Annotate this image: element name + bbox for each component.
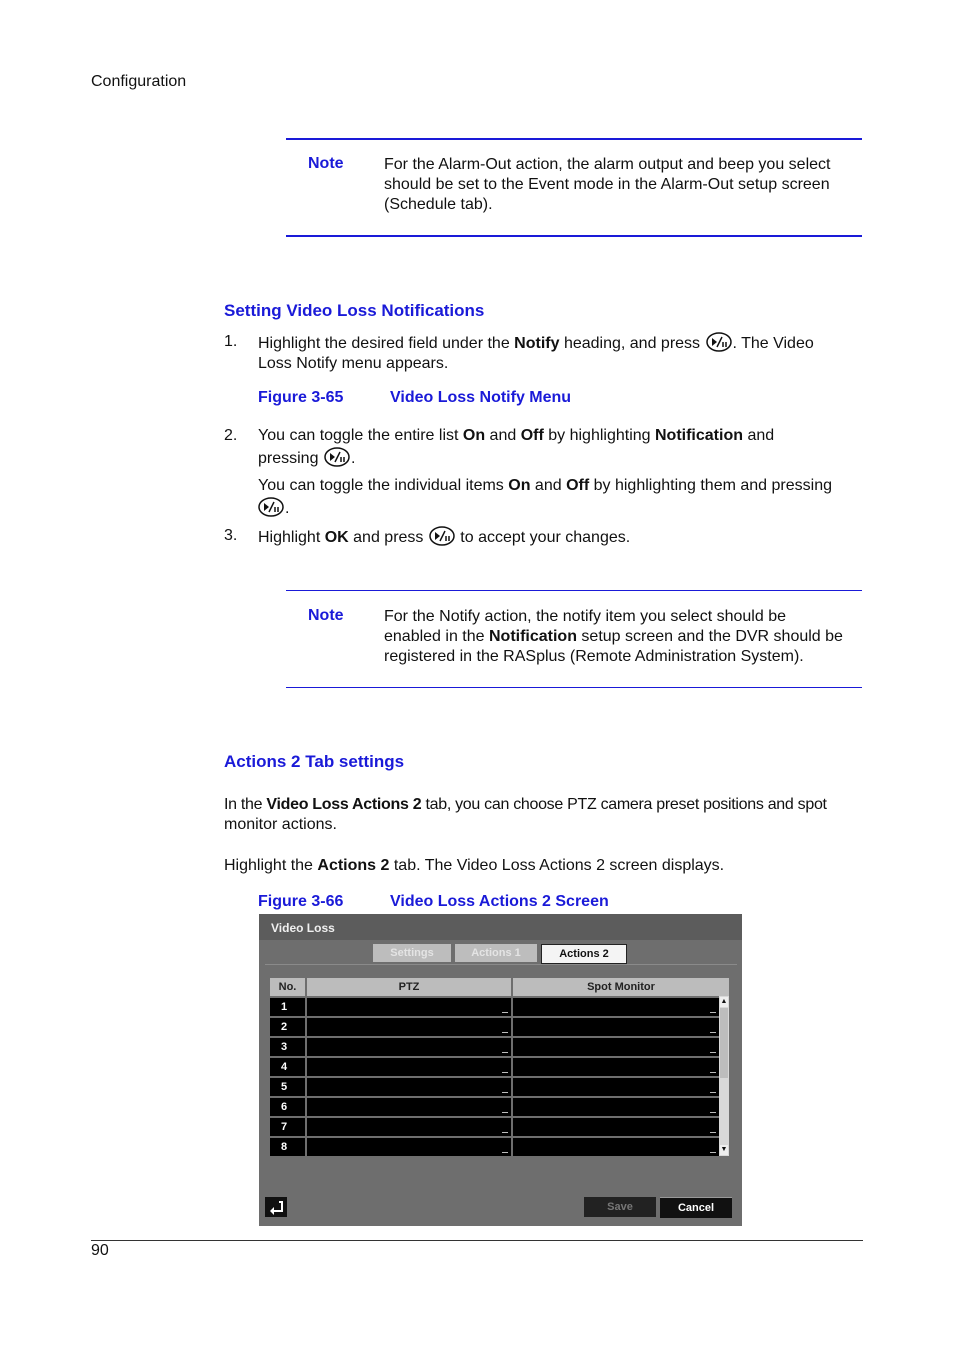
note-top-rule — [286, 138, 862, 140]
save-button[interactable]: Save — [584, 1197, 656, 1217]
column-header-spot-monitor[interactable]: Spot Monitor — [513, 978, 729, 996]
note-body — [384, 155, 862, 215]
para-text: Highlight the — [224, 857, 318, 874]
para-text: tab. The Video Loss Actions 2 screen displays. — [389, 857, 725, 874]
spot-monitor-cell[interactable] — [513, 1138, 719, 1156]
note-line: For the Notify action, the notify item you select should be — [384, 608, 786, 625]
step-text: and — [485, 427, 521, 444]
dropdown-indicator-icon — [710, 1152, 716, 1153]
ptz-cell[interactable] — [307, 1038, 511, 1056]
dropdown-indicator-icon — [710, 1072, 716, 1073]
scroll-up-arrow-icon[interactable]: ▲ — [720, 998, 728, 1005]
step-2-detail — [258, 476, 862, 519]
note-label: Note — [308, 155, 344, 172]
table-row — [270, 1098, 719, 1116]
step-bold: On — [508, 477, 531, 494]
note-line: registered in the RASplus (Remote Administration System). — [384, 648, 804, 665]
step-text: by highlighting — [543, 427, 655, 444]
table-row — [270, 1018, 719, 1036]
step-bold: OK — [324, 529, 349, 546]
table-row — [270, 998, 719, 1016]
step-text: Loss Notify menu appears. — [258, 355, 449, 372]
step-3 — [258, 526, 862, 548]
section-heading: Actions 2 Tab settings — [224, 752, 405, 771]
note-body — [384, 607, 862, 667]
dropdown-indicator-icon — [710, 1112, 716, 1113]
note-label: Note — [308, 607, 344, 624]
step-text: You can toggle the individual items — [258, 477, 509, 494]
dropdown-indicator-icon — [710, 1012, 716, 1013]
dropdown-indicator-icon — [710, 1092, 716, 1093]
step-number: 1. — [224, 333, 238, 350]
enter-button-icon — [324, 447, 350, 467]
step-text: Highlight — [258, 529, 325, 546]
paragraph — [224, 795, 864, 835]
dropdown-indicator-icon — [502, 1092, 508, 1093]
table-row — [270, 1078, 719, 1096]
back-button[interactable] — [265, 1197, 287, 1217]
step-text: . — [285, 500, 290, 517]
scroll-down-arrow-icon[interactable]: ▼ — [720, 1146, 728, 1153]
tab-actions-2[interactable]: Actions 2 — [541, 944, 627, 964]
step-text: pressing — [258, 450, 319, 467]
row-number: 7 — [270, 1118, 305, 1136]
scroll-thumb[interactable] — [720, 1008, 728, 1078]
video-loss-screen — [259, 914, 742, 1226]
dropdown-indicator-icon — [502, 1052, 508, 1053]
figure-caption: Video Loss Notify Menu — [390, 389, 572, 406]
note-text: enabled in the — [384, 628, 489, 645]
note-line — [384, 627, 862, 647]
ptz-cell[interactable] — [307, 1058, 511, 1076]
tab-settings[interactable]: Settings — [373, 944, 451, 962]
ptz-cell[interactable] — [307, 1018, 511, 1036]
row-number: 6 — [270, 1098, 305, 1116]
enter-button-icon — [706, 332, 732, 352]
step-text: and — [530, 477, 567, 494]
row-number: 8 — [270, 1138, 305, 1156]
ptz-cell[interactable] — [307, 1098, 511, 1116]
enter-button-icon — [258, 497, 284, 517]
table-row — [270, 1118, 719, 1136]
footer-rule — [91, 1240, 863, 1241]
para-bold: Video Loss Actions 2 — [266, 796, 422, 813]
tab-divider — [265, 964, 737, 965]
screen-title: Video Loss — [271, 921, 335, 935]
paragraph — [224, 856, 864, 876]
note-bottom-rule — [286, 235, 862, 237]
step-text: to accept your changes. — [455, 529, 631, 546]
row-number: 2 — [270, 1018, 305, 1036]
step-text: by highlighting them and pressing — [589, 477, 832, 494]
cancel-button[interactable]: Cancel — [660, 1197, 732, 1218]
step-bold: On — [462, 427, 486, 444]
column-header-no: No. — [270, 978, 305, 996]
note-line: should be set to the Event mode in the Alarm-Out setup screen — [384, 176, 830, 193]
dropdown-indicator-icon — [710, 1132, 716, 1133]
note-top-rule — [286, 590, 862, 591]
tab-actions-1[interactable]: Actions 1 — [455, 944, 537, 962]
ptz-cell[interactable] — [307, 1078, 511, 1096]
dropdown-indicator-icon — [502, 1132, 508, 1133]
dropdown-indicator-icon — [710, 1052, 716, 1053]
step-text: and — [743, 427, 775, 444]
para-text: tab, you can choose PTZ camera preset positions and spot — [421, 796, 827, 813]
note-line: (Schedule tab). — [384, 196, 493, 213]
note-bold: Notification — [488, 628, 577, 645]
step-text: . — [350, 450, 356, 467]
spot-monitor-cell[interactable] — [513, 998, 719, 1016]
spot-monitor-cell[interactable] — [513, 1098, 719, 1116]
spot-monitor-cell[interactable] — [513, 1038, 719, 1056]
step-text: Highlight the desired field under the — [258, 335, 515, 352]
row-number: 1 — [270, 998, 305, 1016]
spot-monitor-cell[interactable] — [513, 1118, 719, 1136]
step-bold: Off — [566, 477, 590, 494]
row-number: 4 — [270, 1058, 305, 1076]
dropdown-indicator-icon — [502, 1152, 508, 1153]
step-text: heading, and press — [559, 335, 705, 352]
para-text: In the — [224, 796, 267, 813]
step-text: You can toggle the entire list — [258, 427, 463, 444]
spot-monitor-cell[interactable] — [513, 1078, 719, 1096]
dropdown-indicator-icon — [502, 1012, 508, 1013]
running-header: Configuration — [91, 73, 187, 90]
dropdown-indicator-icon — [710, 1032, 716, 1033]
figure-caption: Video Loss Actions 2 Screen — [390, 893, 609, 910]
para-text: monitor actions. — [224, 816, 337, 833]
figure-label: Figure 3-66 — [258, 893, 344, 910]
note-line: For the Alarm-Out action, the alarm output and beep you select — [384, 156, 831, 173]
dropdown-indicator-icon — [502, 1072, 508, 1073]
step-bold: Notification — [655, 427, 743, 444]
row-number: 3 — [270, 1038, 305, 1056]
ptz-cell[interactable] — [307, 1118, 511, 1136]
dropdown-indicator-icon — [502, 1112, 508, 1113]
step-2 — [258, 426, 862, 469]
page-number: 90 — [91, 1242, 109, 1259]
note-text: setup screen and the DVR should be — [576, 628, 843, 645]
ptz-cell[interactable] — [307, 998, 511, 1016]
step-bold: Off — [520, 427, 544, 444]
para-bold: Actions 2 — [317, 857, 390, 874]
table-row — [270, 1038, 719, 1056]
step-number: 2. — [224, 427, 238, 444]
step-bold: Notify — [514, 335, 560, 352]
scrollbar[interactable] — [719, 996, 729, 1156]
figure-label: Figure 3-65 — [258, 389, 344, 406]
dropdown-indicator-icon — [502, 1032, 508, 1033]
spot-monitor-cell[interactable] — [513, 1018, 719, 1036]
section-heading: Setting Video Loss Notifications — [224, 301, 485, 320]
ptz-cell[interactable] — [307, 1138, 511, 1156]
row-number: 5 — [270, 1078, 305, 1096]
table-row — [270, 1058, 719, 1076]
step-number: 3. — [224, 527, 238, 544]
return-arrow-icon — [265, 1197, 287, 1217]
spot-monitor-cell[interactable] — [513, 1058, 719, 1076]
note-bottom-rule — [286, 687, 862, 688]
column-header-ptz[interactable]: PTZ — [307, 978, 511, 996]
step-1 — [258, 332, 862, 374]
table-row — [270, 1138, 719, 1156]
step-text: . The Video — [732, 335, 814, 352]
step-text: and press — [348, 529, 428, 546]
enter-button-icon — [429, 526, 455, 546]
